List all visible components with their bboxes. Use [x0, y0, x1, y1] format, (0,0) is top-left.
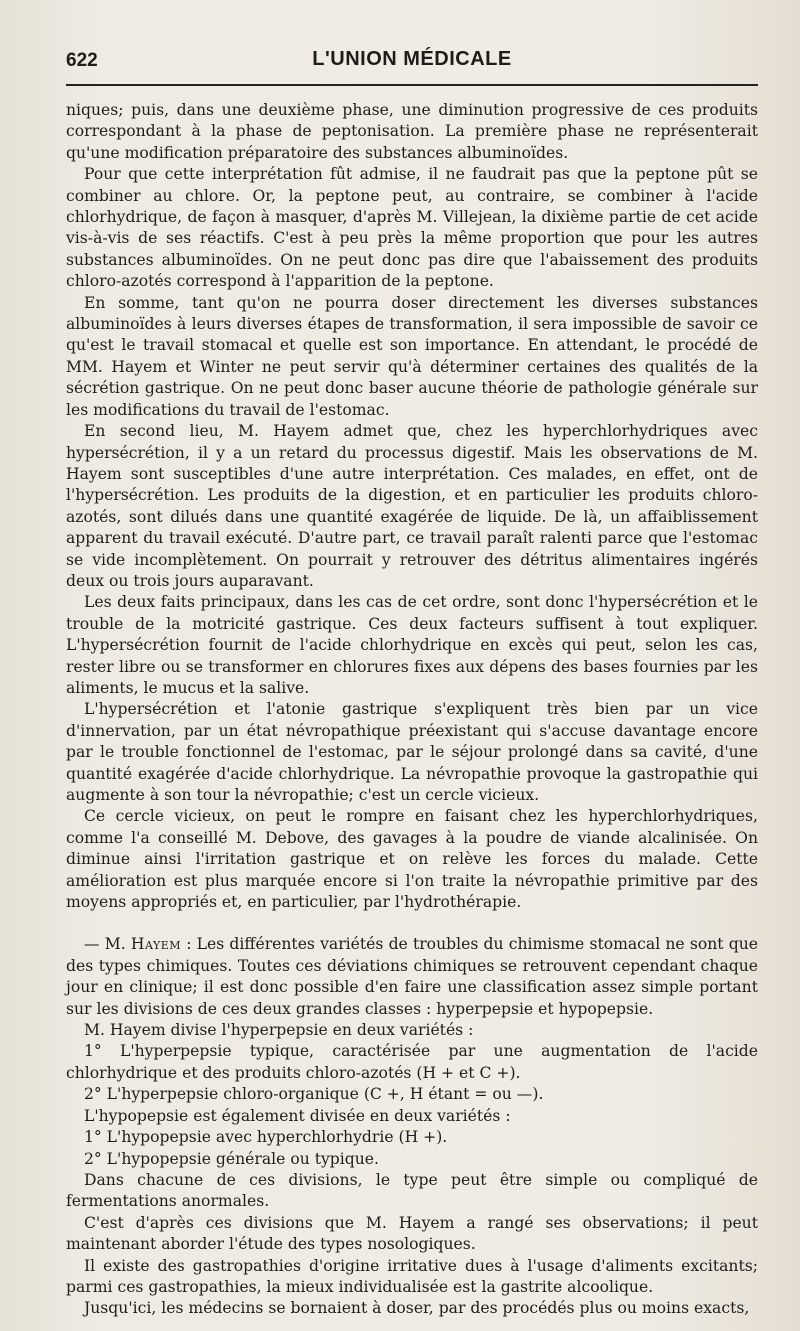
running-title: L'UNION MÉDICALE: [312, 48, 512, 70]
paragraph: L'hypersécrétion et l'atonie gastrique s'expliquent très bien par un vice d'innervation, par un état névropathique préexistant qui s'accuse davantage encore par le trouble fonctionnel de l'estomac, par le séjour prolongé dans sa cavité, d'une quantité exagérée d'acide chlorhydrique. La névropathie provoque la gastropathie qui augmente à son tour la névropathie; c'est un cercle vicieux.: [66, 700, 758, 804]
paragraph: Il existe des gastropathies d'origine irritative dues à l'usage d'aliments excitants; parmi ces gastropathies, la mieux individualisée est la gastrite alcoolique.: [66, 1256, 758, 1296]
paragraph: En somme, tant qu'on ne pourra doser directement les diverses substances albuminoïdes à leurs diverses étapes de transformation, il sera impossible de savoir ce qu'est le travail stomacal et quelle est son importance. En attendant, le procédé de MM. Hayem et Winter ne peut servir qu'à déterminer certaines des qualités de la sécrétion gastrique. On ne peut donc baser aucune théorie de pathologie générale sur les modifications du travail de l'estomac.: [66, 293, 758, 419]
paragraph: Ce cercle vicieux, on peut le rompre en faisant chez les hyperchlorhydriques, comme l'a conseillé M. Debove, des gavages à la poudre de viande alcalinisée. On diminue ainsi l'irritation gastrique et on relève les forces du malade. Cette amélioration est plus marquée encore si l'on traite la névropathie primitive par des moyens appropriés et, en particulier, par l'hydrothérapie.: [66, 807, 758, 912]
page-header: [66, 46, 758, 76]
page-number: 622: [66, 50, 98, 71]
paragraph: Les deux faits principaux, dans les cas de cet ordre, sont donc l'hypersécrétion et le trouble de la motricité gastrique. Ces deux facteurs suffisent à tout expliquer. L'hypersécrétion fournit de l'acide chlorhydrique en excès qui peut, selon les cas, rester libre ou se transformer en chlorures fixes aux dépens des bases fournies par les aliments, le mucus et la salive.: [66, 593, 758, 697]
speaker-name: Hayem: [130, 935, 182, 954]
header-rule: [66, 84, 758, 86]
paragraph: Pour que cette interprétation fût admise, il ne faudrait pas que la peptone pût se combiner au chlore. Or, la peptone peut, au contraire, se combiner à l'acide chlorhydrique, de façon à masquer, d'après M. Villejean, la dixième partie de cet acide vis-à-vis de ses réactifs. C'est à peu près la même proportion que pour les autres substances albuminoïdes. On ne peut donc pas dire que l'abaissement des produits chloro-azotés correspond à l'apparition de la peptone.: [66, 165, 758, 291]
article-body: [66, 100, 758, 1320]
list-item: 2° L'hypopepsie générale ou typique.: [84, 1149, 379, 1168]
paragraph: M. Hayem divise l'hyperpepsie en deux variétés :: [84, 1021, 474, 1040]
paragraph: Dans chacune de ces divisions, le type peut être simple ou compliqué de fermentations anormales.: [66, 1170, 758, 1211]
list-item: 1° L'hyperpepsie typique, caractérisée par une augmentation de l'acide chlorhydrique et des produits chloro-azotés (H + et C +).: [66, 1042, 758, 1082]
list-item: 2° L'hyperpepsie chloro-organique (C +, H étant = ou —).: [84, 1085, 544, 1104]
speaker-dash: — M.: [84, 935, 126, 954]
paragraph: C'est d'après ces divisions que M. Hayem a rangé ses observations; il peut maintenant aborder l'étude des types nosologiques.: [66, 1213, 758, 1254]
hayem-paragraph: [66, 934, 758, 1020]
hayem-text: : Les différentes variétés de troubles du chimisme stomacal ne sont que des types chimiques. Toutes ces déviations chimiques se retrouvent cependant chaque jour en clinique; il est donc possible d'en faire une classification assez simple portant sur les divisions de ces deux grandes classes : hyperpepsie et hypopepsie.: [66, 935, 758, 1018]
paragraph: L'hypopepsie est également divisée en deux variétés :: [84, 1106, 511, 1125]
list-item: 1° L'hypopepsie avec hyperchlorhydrie (H +).: [84, 1128, 448, 1147]
paragraph: niques; puis, dans une deuxième phase, une diminution progressive de ces produits correspondant à la phase de peptonisation. La première phase ne représenterait qu'une modification préparatoire des substances albuminoïdes.: [66, 101, 758, 162]
paragraph: En second lieu, M. Hayem admet que, chez les hyperchlorhydriques avec hypersécrétion, il y a un retard du processus digestif. Mais les observations de M. Hayem sont susceptibles d'une autre interprétation. Ces malades, en effet, ont de l'hypersécrétion. Les produits de la digestion, et en particulier les produits chloro-azotés, sont dilués dans une quantité exagérée de liquide. De là, un affaiblissement apparent du travail exécuté. D'autre part, ce travail paraît ralenti parce que l'estomac se vide incomplètement. On pourrait y retrouver des détritus alimentaires ingérés deux ou trois jours auparavant.: [66, 422, 758, 590]
paragraph: Jusqu'ici, les médecins se bornaient à doser, par des procédés plus ou moins exacts,: [84, 1299, 750, 1318]
